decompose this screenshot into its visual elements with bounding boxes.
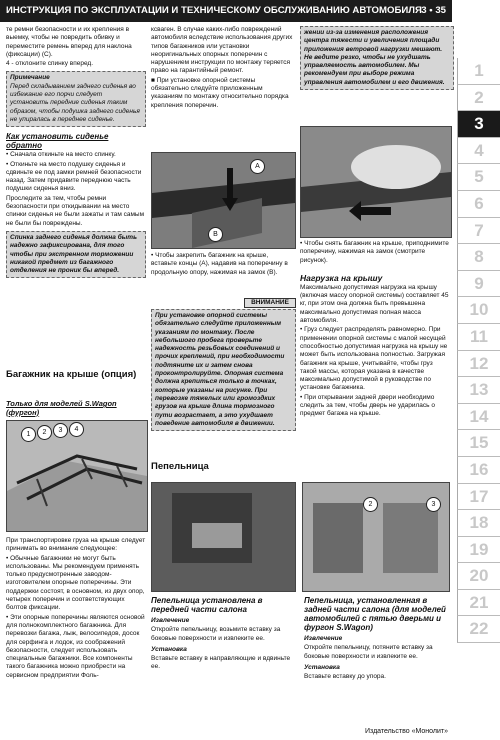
rack-mount-photo <box>151 152 296 249</box>
chapter-tab[interactable]: 22 <box>457 616 500 643</box>
callout-2: 2 <box>363 497 378 512</box>
warning-box: Спинка заднего сиденья должна быть надежно зафиксирована, для того чтобы при экстренном торможении никакой предмет из багажного отделения не проник бы вперед. <box>6 231 146 278</box>
note-text: Перед складыванием заднего сиденья во избежание его порчи следует установить передние сиденья таким образом, чтобы подушка заднего сиденья не упиралась в переднее сиденье. <box>10 82 140 123</box>
text-paragraph: Откройте пепельницу, возьмите вставку за боковые поверхности и извлеките ее. <box>151 626 281 642</box>
chapter-tab[interactable]: 4 <box>457 138 500 165</box>
chapter-tab[interactable]: 2 <box>457 85 500 112</box>
roof-rack-illustration <box>6 420 148 532</box>
rear-ashtray-photo <box>302 482 450 592</box>
page-header <box>0 0 452 22</box>
front-ashtray-text <box>151 596 294 673</box>
text-paragraph: Вставьте вставку в направляющие и вдвиньте ее. <box>151 655 291 671</box>
column-1-bottom <box>6 537 146 681</box>
label-removal: Извлечение <box>151 617 190 624</box>
callout-a: A <box>250 159 265 174</box>
chapter-tab[interactable]: 11 <box>457 324 500 351</box>
note-title: Примечание <box>10 74 50 82</box>
chapter-tab[interactable]: 21 <box>457 590 500 617</box>
text-paragraph: те ремни безопасности и их крепления в выемку, чтобы не повредить обивку и переместите ремень вперед для наклона (фиксации) (С). <box>6 26 132 58</box>
text-paragraph: 4 - отклоните спинку вперед. <box>6 60 94 68</box>
section-heading-ashtray: Пепельница <box>151 461 209 472</box>
attention-label: ВНИМАНИЕ <box>244 298 296 308</box>
attention-box: При установке опорной системы обязательно следуйте приложенным указаниям по монтажу. После небольшого пробега проверьте надежность резьбовых соединений и прочих креплений, при необходимости подтяните их и затем снова проконтролируйте. Опорная система должна крепиться только в точках, которые указаны на рисунке. При перевозке тяжелых или громоздких грузов на крыше длина тормозного пути возрастает, а это ухудшает поведение автомобиля в движении. <box>151 309 296 431</box>
header-title: ИНСТРУКЦИЯ ПО ЭКСПЛУАТАЦИИ И ТЕХНИЧЕСКОМУ ОБСЛУЖИВАНИЮ АВТОМОБИЛЯ <box>6 5 422 16</box>
callout-3: 3 <box>426 497 441 512</box>
label-install: Установка <box>151 645 187 653</box>
chapter-tab[interactable]: 15 <box>457 430 500 457</box>
chapter-tab[interactable]: 9 <box>457 271 500 298</box>
chapter-tab[interactable]: 12 <box>457 351 500 378</box>
note-box <box>6 71 146 127</box>
chapter-tab-active[interactable]: 3 <box>457 111 500 138</box>
chapter-tab[interactable]: 8 <box>457 244 500 271</box>
text-paragraph: При транспортировке груза на крыше следует принимать во внимание следующее: <box>6 537 146 553</box>
chapter-tab[interactable]: 5 <box>457 164 500 191</box>
text-paragraph: • При открывании задней двери необходимо следить за тем, чтобы дверь не ударилась о предмет багажа на крыше. <box>300 393 435 418</box>
chapter-tab[interactable]: 17 <box>457 484 500 511</box>
chapter-tabs <box>457 58 500 643</box>
chapter-tab[interactable]: 16 <box>457 457 500 484</box>
chapter-tab[interactable]: 10 <box>457 297 500 324</box>
chapter-tab[interactable]: 6 <box>457 191 500 218</box>
text-paragraph: Максимально допустимая нагрузка на крышу (включая массу опорной системы) составляет 45 кг, при этом она должна быть превышена максимально допустимая полная масса автомобиля. <box>300 283 449 325</box>
callout-1: 1 <box>21 427 36 442</box>
text-paragraph: ■ При установке опорной системы обязательно следуйте приложенным указаниям по монтажу относительно порядка крепления поперечин. <box>151 76 289 109</box>
subheading-rear-ashtray: Пепельница, установленная в задней части салона (для моделей автомобилей с пятью дверьми и фургон S.Wagon) <box>304 596 446 632</box>
publisher-footer: Издательство «Монолит» <box>364 728 448 735</box>
label-removal: Извлечение <box>304 635 343 642</box>
section-heading: Как установить сиденье обратно <box>6 132 109 151</box>
attention-box-continued: жении из-за изменения расположения центра тяжести и увеличения площади приложения ветровой нагрузки мешают. Не ведите резко, чтобы не ухудшать управляемость автомобилем. Мы рекомендуем при выборе режима управления автомобилем и его движения. <box>300 26 454 90</box>
subheading-swagon: Только для моделей S.Wagon (фургон) <box>6 399 117 417</box>
callout-4: 4 <box>69 422 84 437</box>
figure-caption: • Чтобы снять багажник на крыше, приподнимите поперечину, нажимая на замок (смотрите рисунок). <box>300 240 449 264</box>
text-paragraph: Откройте пепельницу, потяните вставку за боковые поверхности и извлеките ее. <box>304 644 433 660</box>
chapter-tab[interactable]: 13 <box>457 377 500 404</box>
callout-2: 2 <box>37 425 52 440</box>
column-1 <box>6 26 146 278</box>
figure-caption: • Чтобы закрепить багажник на крыше, вставьте концы (А), надавив на поперечину в продольную опору, нажимая на замок (В). <box>151 252 288 276</box>
callout-3: 3 <box>53 423 68 438</box>
text-paragraph: Проследите за тем, чтобы ремни безопасности при откидывании на место спинки сиденья не были зажаты и там самым не были бы повреждены. <box>6 194 145 227</box>
text-paragraph: • Откиньте на место подушку сиденья и сдвиньте ее под замки ремней безопасности назад. Затем придавите переднюю часть подушки сиденья вниз. <box>6 160 142 193</box>
column-2-caption <box>151 252 294 278</box>
chapter-tab[interactable]: 7 <box>457 218 500 245</box>
text-paragraph: Вставьте вставку до упора. <box>304 673 386 681</box>
text-paragraph: ксваген. В случае каких-либо повреждений автомобиля вследствие использования других типов багажников или установки неоригинальных опорных поперечин с нарушением инструкции по монтажу теряется право на гарантийный ремонт. <box>151 26 293 75</box>
chapter-tab[interactable]: 19 <box>457 537 500 564</box>
chapter-tab[interactable]: 14 <box>457 404 500 431</box>
section-heading-roof-rack: Багажник на крыше (опция) <box>6 369 137 380</box>
text-paragraph: • Обычные багажники не могут быть использованы. Мы рекомендуем применять только предусмотренные заводом-изготовителем опорные поперечины. Эти поддержки состоят, в основном, из двух опор, четырех поперечин и соответствующих болтов фиксации. <box>6 554 145 612</box>
column-2 <box>151 26 294 111</box>
rack-remove-photo <box>300 126 452 238</box>
subheading-front-ashtray: Пепельница установлена в передней части салона <box>151 596 263 614</box>
chapter-tab[interactable]: 1 <box>457 58 500 85</box>
text-paragraph: • Сначала откиньте на место спинку. <box>6 151 116 159</box>
column-3 <box>300 240 450 420</box>
text-paragraph: • Груз следует распределять равномерно. При применении опорной системы с малой несущей способностью допустимая нагрузка на крышу не может быть использована полностью. Загружая багажник на крыше, учитывайте, чтобы груз такой массы, которая указана в качестве максимально допустимой в руководстве по установке багажника. <box>300 326 448 392</box>
front-ashtray-photo <box>151 482 296 592</box>
rear-ashtray-text <box>304 596 450 682</box>
callout-b: B <box>208 227 223 242</box>
section-heading-roof-load: Нагрузка на крышу <box>300 272 383 283</box>
text-paragraph: • Эти опорные поперечины являются основой для полнокомплектного багажника. Для перевозки багажа, лыж, велосипедов, досок для серфинга и лодок, из соображений безопасности, следует использовать специальные багажники. Все компоненты такого багажника можно приобрести на сервисном предприятии Фоль- <box>6 613 145 679</box>
chapter-tab[interactable]: 20 <box>457 563 500 590</box>
label-install: Установка <box>304 663 340 671</box>
chapter-tab[interactable]: 18 <box>457 510 500 537</box>
page-number: 3 • 35 <box>421 5 446 16</box>
